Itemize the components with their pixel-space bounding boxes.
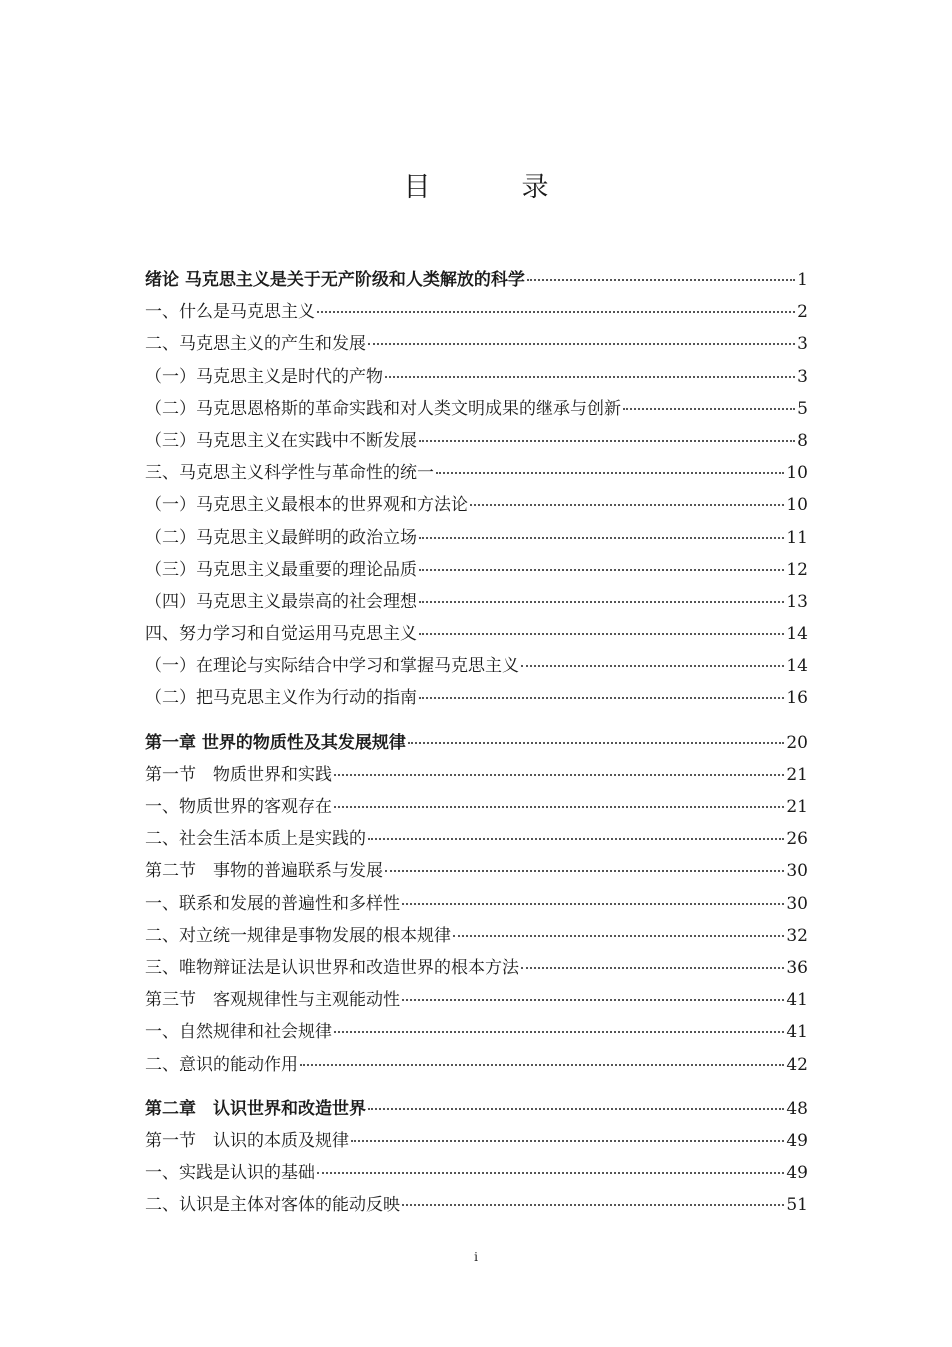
toc-entry-label: 二、对立统一规律是事物发展的根本规律 <box>145 925 451 946</box>
toc-leader-dots <box>419 632 784 635</box>
toc-entry-label: （一）马克思主义是时代的产物 <box>145 366 383 387</box>
toc-chapter-entry[interactable] <box>145 1093 808 1125</box>
toc-entry-page: 1 <box>797 270 808 290</box>
toc-entry-page: 14 <box>786 624 808 645</box>
toc-entry-label: （二）马克思主义最鲜明的政治立场 <box>145 527 417 548</box>
toc-entry-label: 一、物质世界的客观存在 <box>145 797 332 817</box>
toc-entry[interactable] <box>145 522 808 554</box>
toc-chapter-entry[interactable] <box>145 727 808 759</box>
toc-entry-label: 二、马克思主义的产生和发展 <box>145 334 366 355</box>
toc-entry-label: 绪论 马克思主义是关于无产阶级和人类解放的科学 <box>145 270 525 290</box>
toc-entry-page: 2 <box>797 302 808 323</box>
toc-entry-page: 49 <box>786 1130 808 1151</box>
toc-leader-dots <box>334 773 784 776</box>
toc-leader-dots <box>419 568 784 571</box>
toc-entry-label: 四、努力学习和自觉运用马克思主义 <box>145 624 417 645</box>
toc-leader-dots <box>385 869 784 872</box>
toc-entry-page: 14 <box>786 656 808 677</box>
toc-entry[interactable] <box>145 457 808 489</box>
toc-entry[interactable] <box>145 361 808 393</box>
toc-entry-page: 48 <box>786 1098 808 1119</box>
toc-entry-label: 第二章 认识世界和改造世界 <box>145 1098 366 1119</box>
toc-entry-page: 3 <box>797 334 808 355</box>
toc-entry-page: 11 <box>786 527 808 548</box>
toc-entry[interactable] <box>145 855 808 887</box>
toc-leader-dots <box>334 805 784 808</box>
toc-leader-dots <box>368 837 784 840</box>
toc-leader-dots <box>419 439 795 442</box>
toc-entry-label: （四）马克思主义最崇高的社会理想 <box>145 591 417 612</box>
toc-entry[interactable] <box>145 823 808 855</box>
toc-entry-page: 12 <box>786 559 808 580</box>
toc-entry[interactable] <box>145 586 808 618</box>
toc-leader-dots <box>408 741 784 744</box>
toc-entry-page: 30 <box>786 861 808 882</box>
page-title: 目 录 <box>403 172 581 203</box>
toc-entry[interactable] <box>145 650 808 682</box>
toc-entry[interactable] <box>145 618 808 650</box>
toc-entry-label: 二、社会生活本质上是实践的 <box>145 829 366 850</box>
toc-entry-label: （三）马克思主义在实践中不断发展 <box>145 430 417 451</box>
toc-leader-dots <box>402 1203 784 1206</box>
toc-entry-label: 一、联系和发展的普遍性和多样性 <box>145 893 400 914</box>
toc-entry-label: 第一节 物质世界和实践 <box>145 764 332 785</box>
toc-entry-label: 第二节 事物的普遍联系与发展 <box>145 861 383 882</box>
toc-entry-page: 30 <box>786 893 808 914</box>
toc-entry[interactable] <box>145 554 808 586</box>
toc-chapter-entry[interactable] <box>145 264 808 296</box>
toc-entry-label: 二、意识的能动作用 <box>145 1054 298 1075</box>
toc-leader-dots <box>402 998 784 1001</box>
toc-entry-page: 21 <box>786 764 808 785</box>
toc-leader-dots <box>623 407 795 410</box>
toc-entry-page: 5 <box>797 398 808 419</box>
toc-entry-label: （三）马克思主义最重要的理论品质 <box>145 559 417 580</box>
toc-entry-page: 21 <box>786 797 808 817</box>
toc-leader-dots <box>419 696 784 699</box>
toc-leader-dots <box>368 1107 784 1110</box>
toc-entry-page: 32 <box>786 925 808 946</box>
toc-entry-page: 41 <box>786 990 808 1011</box>
toc-entry-page: 26 <box>786 829 808 850</box>
toc-entry-page: 41 <box>786 1022 808 1043</box>
toc-entry[interactable] <box>145 1157 808 1189</box>
toc-entry[interactable] <box>145 489 808 521</box>
toc-entry-page: 42 <box>786 1054 808 1075</box>
toc-entry-page: 16 <box>786 688 808 709</box>
toc-leader-dots <box>453 934 784 937</box>
toc-entry-label: 三、唯物辩证法是认识世界和改造世界的根本方法 <box>145 957 519 978</box>
toc-entry[interactable] <box>145 296 808 328</box>
toc-entry-page: 13 <box>786 591 808 612</box>
table-of-contents <box>145 264 808 1221</box>
toc-entry-label: 一、什么是马克思主义 <box>145 302 315 323</box>
toc-leader-dots <box>300 1063 784 1066</box>
toc-entry[interactable] <box>145 425 808 457</box>
toc-entry-label: 一、实践是认识的基础 <box>145 1163 315 1184</box>
toc-leader-dots <box>436 471 784 474</box>
toc-leader-dots <box>334 1030 784 1033</box>
toc-entry-label: 第一章 世界的物质性及其发展规律 <box>145 732 406 753</box>
toc-entry[interactable] <box>145 920 808 952</box>
toc-leader-dots <box>419 600 784 603</box>
toc-entry[interactable] <box>145 1125 808 1157</box>
toc-leader-dots <box>351 1139 784 1142</box>
toc-entry-page: 36 <box>786 957 808 978</box>
toc-entry[interactable] <box>145 759 808 791</box>
toc-entry[interactable] <box>145 791 808 823</box>
toc-entry-label: 第三节 客观规律性与主观能动性 <box>145 990 400 1011</box>
toc-entry-page: 10 <box>786 463 808 484</box>
toc-entry[interactable] <box>145 1016 808 1048</box>
toc-entry[interactable] <box>145 952 808 984</box>
toc-entry[interactable] <box>145 682 808 714</box>
toc-entry-label: （二）马克思恩格斯的革命实践和对人类文明成果的继承与创新 <box>145 398 621 419</box>
toc-entry-label: 一、自然规律和社会规律 <box>145 1022 332 1043</box>
toc-entry[interactable] <box>145 393 808 425</box>
toc-leader-dots <box>317 1171 784 1174</box>
toc-entry-label: （二）把马克思主义作为行动的指南 <box>145 688 417 709</box>
toc-leader-dots <box>521 664 784 667</box>
toc-entry-label: 三、马克思主义科学性与革命性的统一 <box>145 463 434 484</box>
toc-leader-dots <box>402 902 784 905</box>
toc-entry-label: 第一节 认识的本质及规律 <box>145 1130 349 1151</box>
toc-leader-dots <box>368 342 795 345</box>
toc-leader-dots <box>527 278 795 281</box>
toc-entry-page: 8 <box>797 430 808 451</box>
page-number: i <box>474 1250 478 1264</box>
toc-leader-dots <box>470 503 784 506</box>
toc-entry[interactable] <box>145 1189 808 1221</box>
toc-entry-label: （一）马克思主义最根本的世界观和方法论 <box>145 495 468 516</box>
toc-entry-page: 10 <box>786 495 808 516</box>
toc-entry[interactable] <box>145 1049 808 1081</box>
toc-entry-page: 49 <box>786 1163 808 1184</box>
toc-entry-page: 3 <box>797 366 808 387</box>
toc-leader-dots <box>419 536 784 539</box>
toc-entry[interactable] <box>145 328 808 360</box>
toc-entry[interactable] <box>145 888 808 920</box>
toc-entry-page: 20 <box>786 732 808 753</box>
toc-entry-page: 51 <box>786 1195 808 1216</box>
toc-entry-label: 二、认识是主体对客体的能动反映 <box>145 1195 400 1216</box>
toc-entry-label: （一）在理论与实际结合中学习和掌握马克思主义 <box>145 656 519 677</box>
toc-leader-dots <box>385 375 795 378</box>
toc-leader-dots <box>521 966 784 969</box>
toc-leader-dots <box>317 310 795 313</box>
toc-entry[interactable] <box>145 984 808 1016</box>
